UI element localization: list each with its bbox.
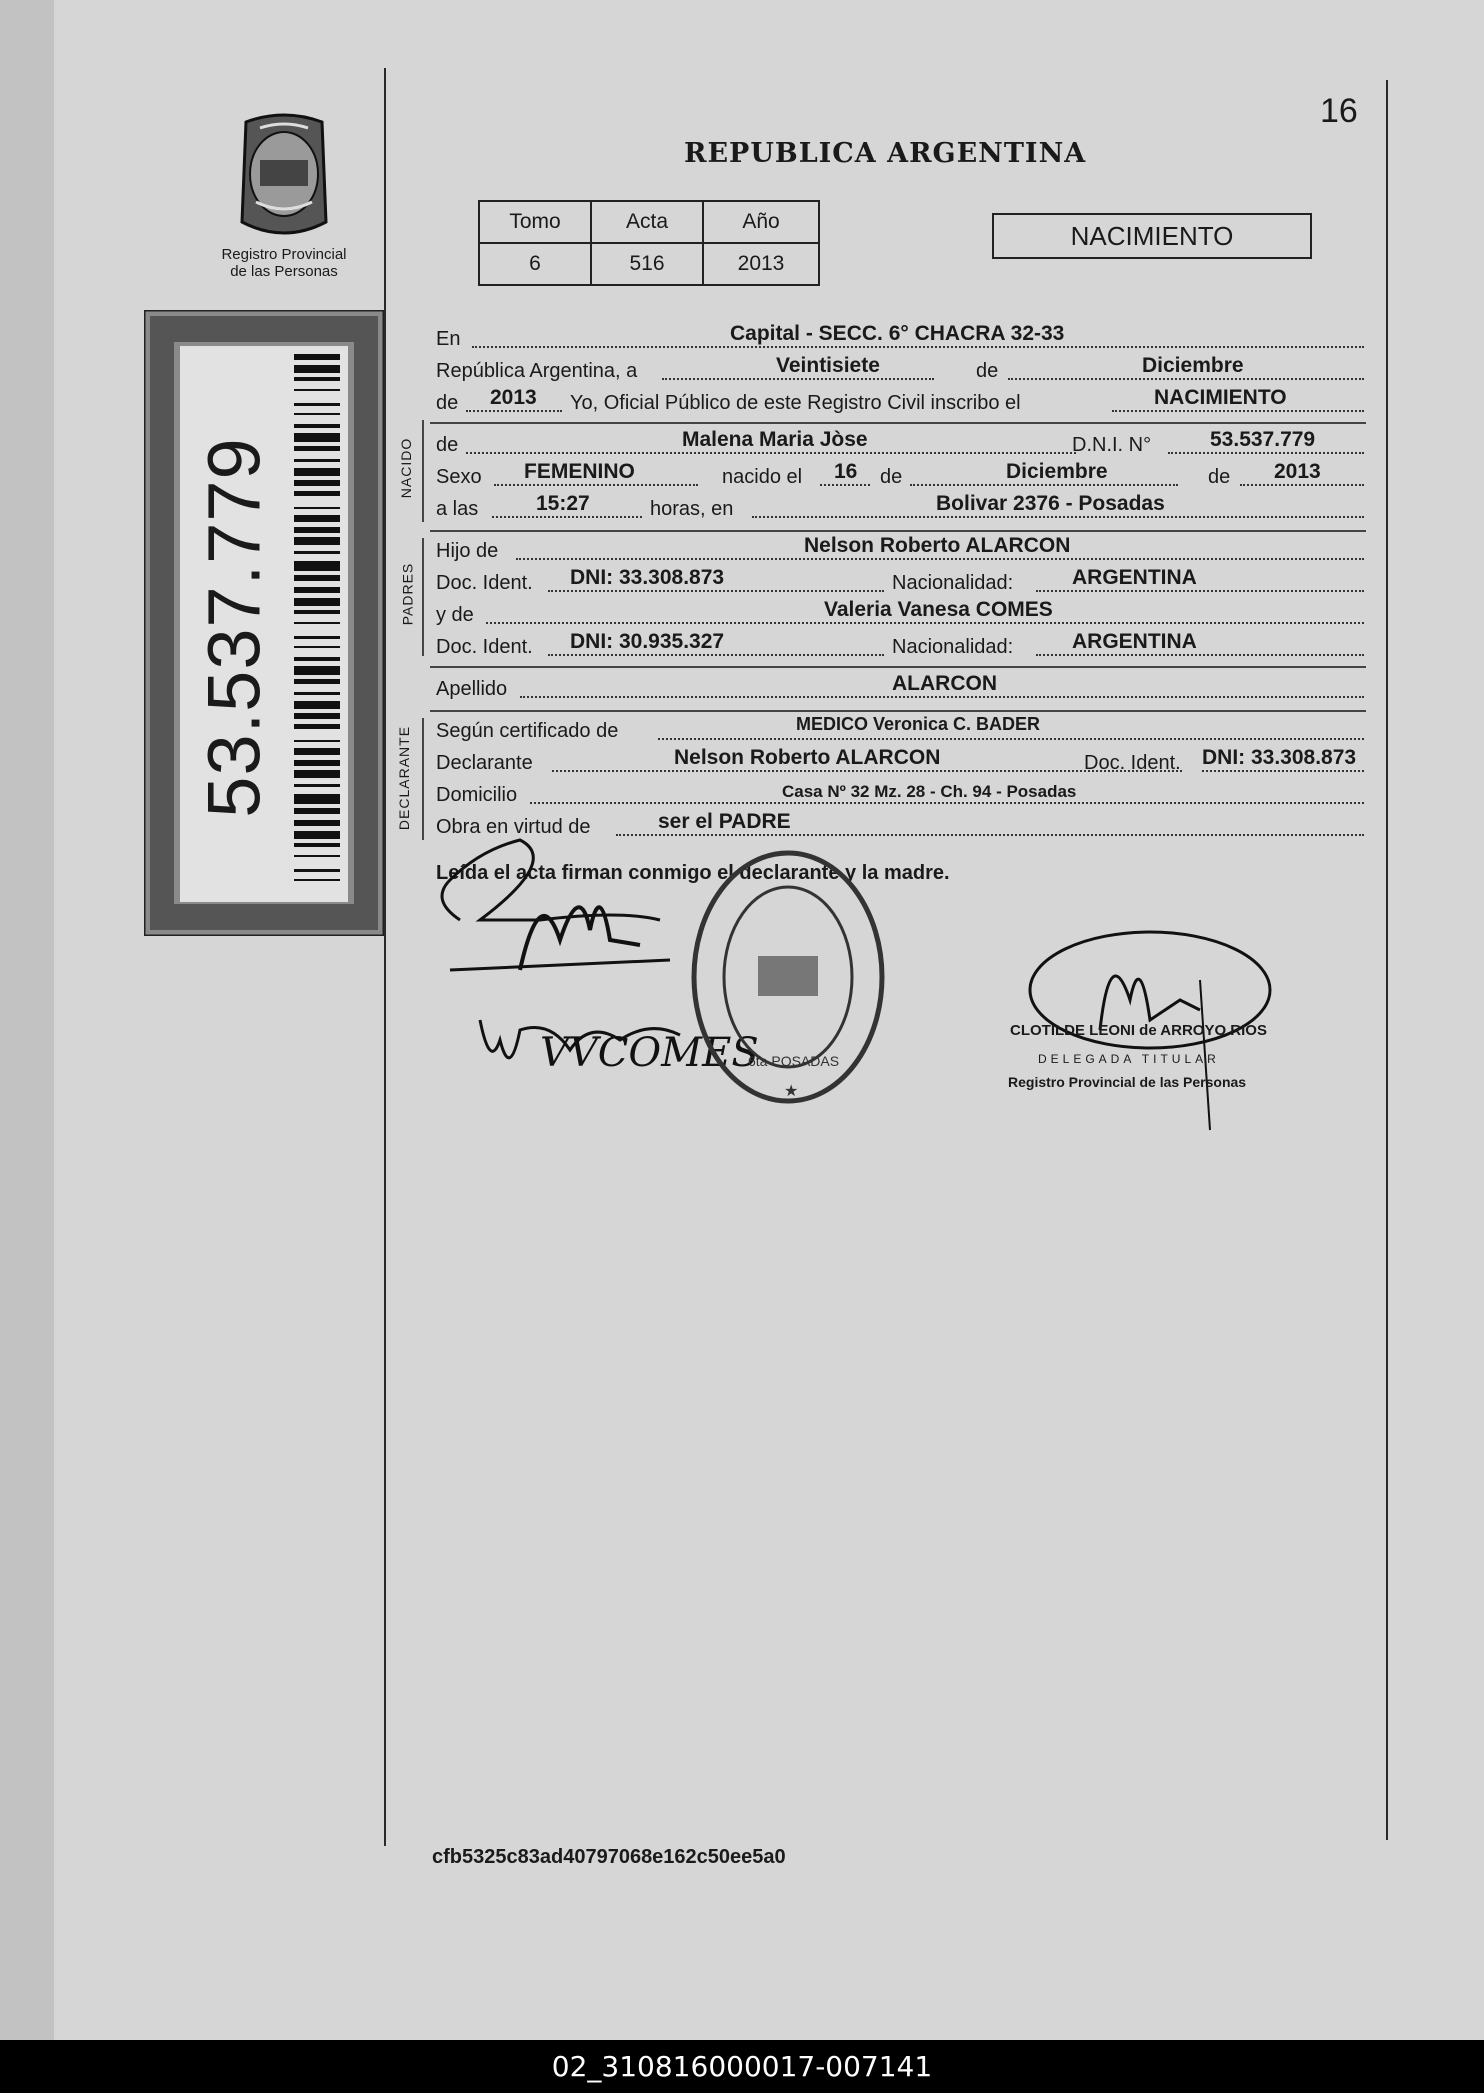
dotted-line	[1036, 654, 1364, 656]
row-surname	[436, 672, 1364, 702]
value-father-doc: DNI: 33.308.873	[570, 566, 725, 589]
dotted-line	[1202, 770, 1364, 772]
label-de: de	[436, 434, 459, 456]
row-mother-doc	[436, 630, 1364, 660]
label-dni: D.N.I. N°	[1072, 434, 1152, 456]
label-de: de	[1208, 466, 1231, 488]
value-birth-time: 15:27	[536, 492, 590, 515]
label-certificado: Según certificado de	[436, 720, 619, 742]
register-header-tomo: Tomo	[479, 201, 591, 243]
value-location: Capital - SECC. 6° CHACRA 32-33	[730, 322, 1065, 345]
seal-star: ★	[784, 1083, 799, 1100]
dotted-line	[530, 802, 1364, 804]
registry-logo-line-1: Registro Provincial	[221, 246, 347, 263]
label-obra: Obra en virtud de	[436, 816, 591, 838]
label-yo: Yo, Oficial Público de este Registro Civil inscribo el	[570, 392, 1021, 414]
label-de: de	[976, 360, 999, 382]
value-surname: ALARCON	[892, 672, 997, 695]
dotted-line	[466, 410, 562, 412]
register-table	[478, 200, 820, 286]
section-divider	[430, 666, 1366, 668]
value-capacity: ser el PADRE	[658, 810, 791, 833]
section-label-declarante: DECLARANTE	[396, 725, 413, 831]
value-birth-day: 16	[834, 460, 858, 483]
dotted-line	[1008, 378, 1364, 380]
seal-text-posadas: 6ta POSADAS	[748, 1053, 840, 1069]
dotted-line	[910, 484, 1178, 486]
dotted-line	[1168, 452, 1364, 454]
row-declarant	[436, 746, 1364, 776]
register-value-acta: 516	[591, 243, 703, 285]
registry-logo-line-2: de las Personas	[230, 263, 338, 280]
label-hijo: Hijo de	[436, 540, 499, 562]
label-a-las: a las	[436, 498, 479, 520]
dotted-line	[548, 590, 884, 592]
label-declarante: Declarante	[436, 752, 533, 774]
section-label-padres: PADRES	[399, 562, 416, 626]
label-de: de	[880, 466, 903, 488]
label-doc: Doc. Ident.	[436, 572, 533, 594]
province-seal-icon	[226, 112, 342, 244]
label-apellido: Apellido	[436, 678, 508, 700]
section-divider	[430, 422, 1366, 424]
official-title: DELEGADA TITULAR	[1038, 1052, 1220, 1066]
row-address	[436, 778, 1364, 808]
dotted-line	[1240, 484, 1364, 486]
official-name: CLOTILDE LEONI de ARROYO RIOS	[1010, 1022, 1267, 1039]
official-office: Registro Provincial de las Personas	[1008, 1074, 1247, 1090]
value-act: NACIMIENTO	[1154, 386, 1287, 409]
register-value-anio: 2013	[703, 243, 819, 285]
registry-logo-text	[196, 246, 372, 280]
dotted-line	[466, 452, 1076, 454]
dotted-line	[520, 696, 1364, 698]
label-horas: horas, en	[650, 498, 734, 520]
label-sexo: Sexo	[436, 466, 482, 488]
section-divider	[430, 710, 1366, 712]
row-child-name	[436, 428, 1364, 458]
value-sex: FEMENINO	[524, 460, 635, 483]
value-father-name: Nelson Roberto ALARCON	[804, 534, 1071, 557]
row-certificate	[436, 714, 1364, 744]
dotted-line	[492, 516, 642, 518]
label-republica: República Argentina, a	[436, 360, 638, 382]
closing-statement: Leída el acta firman conmigo el declarante y la madre.	[436, 862, 950, 884]
dotted-line	[516, 558, 1364, 560]
section-label-nacido: NACIDO	[398, 437, 415, 499]
value-mother-name: Valeria Vanesa COMES	[824, 598, 1053, 621]
scan-left-edge	[0, 0, 54, 2040]
row-year	[436, 386, 1364, 416]
value-child-dni: 53.537.779	[1210, 428, 1316, 451]
section-divider	[430, 530, 1366, 532]
dotted-line	[494, 484, 698, 486]
value-address: Casa Nº 32 Mz. 28 - Ch. 94 - Posadas	[782, 782, 1077, 801]
value-declarant-doc: DNI: 33.308.873	[1202, 746, 1357, 769]
page-number: 16	[1320, 92, 1358, 130]
value-father-nationality: ARGENTINA	[1072, 566, 1197, 589]
row-sex	[436, 460, 1364, 490]
registry-seal	[688, 846, 888, 1108]
mother-signature-text: VVCOMES	[540, 1030, 759, 1076]
row-location	[436, 322, 1364, 352]
row-father	[436, 534, 1364, 564]
country-title: REPUBLICA ARGENTINA	[684, 138, 1087, 169]
dotted-line	[472, 346, 1364, 348]
label-de: de	[436, 392, 459, 414]
label-domicilio: Domicilio	[436, 784, 518, 806]
label-doc: Doc. Ident.	[436, 636, 533, 658]
register-header-anio: Año	[703, 201, 819, 243]
dotted-line	[752, 516, 1364, 518]
value-mother-doc: DNI: 30.935.327	[570, 630, 725, 653]
label-en: En	[436, 328, 461, 350]
right-margin-line	[1386, 80, 1388, 1840]
label-y-de: y de	[436, 604, 474, 626]
row-mother	[436, 598, 1364, 628]
row-time	[436, 492, 1364, 522]
value-birth-month: Diciembre	[1006, 460, 1108, 483]
value-declarant: Nelson Roberto ALARCON	[674, 746, 941, 769]
dotted-line	[662, 378, 934, 380]
footer-id-bar: 02_310816000017-007141	[0, 2040, 1484, 2093]
value-mother-nationality: ARGENTINA	[1072, 630, 1197, 653]
label-nacionalidad: Nacionalidad:	[892, 572, 1014, 594]
dotted-line	[820, 484, 870, 486]
value-day-words: Veintisiete	[776, 354, 880, 377]
label-declarant-doc: Doc. Ident.	[1084, 752, 1181, 774]
document-hash: cfb5325c83ad40797068e162c50ee5a0	[432, 1846, 786, 1868]
left-margin-line	[384, 68, 386, 1846]
row-date	[436, 354, 1364, 384]
value-birth-year: 2013	[1274, 460, 1321, 483]
barcode-label	[144, 310, 384, 936]
dotted-line	[658, 738, 1364, 740]
value-month: Diciembre	[1142, 354, 1244, 377]
label-nacionalidad: Nacionalidad:	[892, 636, 1014, 658]
dotted-line	[486, 622, 1364, 624]
register-header-acta: Acta	[591, 201, 703, 243]
padres-bracket	[422, 538, 424, 656]
value-child-name: Malena Maria Jòse	[682, 428, 868, 451]
dotted-line	[1036, 590, 1364, 592]
dotted-line	[548, 654, 884, 656]
nacido-bracket	[422, 420, 424, 522]
value-year: 2013	[490, 386, 537, 409]
dotted-line	[1112, 410, 1364, 412]
barcode-number: 53.537.779	[192, 437, 276, 818]
row-father-doc	[436, 566, 1364, 596]
register-value-tomo: 6	[479, 243, 591, 285]
label-nacido: nacido el	[722, 466, 803, 488]
value-birth-place: Bolivar 2376 - Posadas	[936, 492, 1165, 515]
act-type-box: NACIMIENTO	[992, 213, 1312, 259]
value-certificate: MEDICO Veronica C. BADER	[796, 714, 1041, 734]
